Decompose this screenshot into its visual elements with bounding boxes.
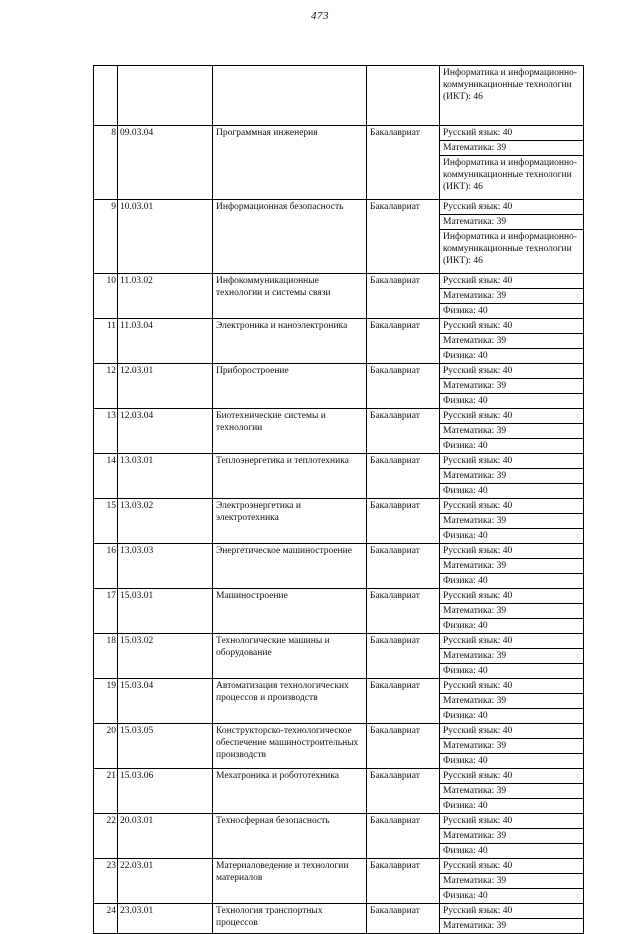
education-level: Бакалавриат <box>367 454 440 499</box>
program-code: 20.03.01 <box>118 814 213 859</box>
exam-subject: Физика: 40 <box>440 348 583 363</box>
education-level: Бакалавриат <box>367 200 440 274</box>
exam-subject: Математика: 39 <box>440 214 583 229</box>
row-number: 23 <box>94 859 118 904</box>
table-row <box>94 126 584 200</box>
education-level: Бакалавриат <box>367 724 440 769</box>
exam-subject: Физика: 40 <box>440 798 583 813</box>
table-row <box>94 454 584 499</box>
exam-subject: Физика: 40 <box>440 303 583 318</box>
exam-subject: Русский язык: 40 <box>443 636 513 646</box>
program-name: Информационная безопасность <box>213 200 367 274</box>
program-name: Теплоэнергетика и теплотехника <box>213 454 367 499</box>
exam-subject: Математика: 39 <box>440 140 583 155</box>
program-code: 10.03.01 <box>118 200 213 274</box>
row-number: 21 <box>94 769 118 814</box>
exam-subject: Русский язык: 40 <box>443 816 513 826</box>
program-code: 15.03.05 <box>118 724 213 769</box>
exam-subject: Физика: 40 <box>440 393 583 408</box>
exam-subject: Физика: 40 <box>440 663 583 678</box>
page-number: 473 <box>311 10 329 22</box>
program-name: Электроэнергетика и электротехника <box>213 499 367 544</box>
program-name: Приборостроение <box>213 364 367 409</box>
exam-subject: Физика: 40 <box>440 483 583 498</box>
program-name: Технология транспортных процессов <box>213 904 367 934</box>
exam-subject: Русский язык: 40 <box>443 771 513 781</box>
program-code: 23.03.01 <box>118 904 213 934</box>
exam-requirements <box>440 814 584 859</box>
exam-subject: Русский язык: 40 <box>443 276 513 286</box>
program-name <box>213 66 367 126</box>
program-name: Электроника и наноэлектроника <box>213 319 367 364</box>
admission-table <box>93 65 584 934</box>
exam-subject: Физика: 40 <box>440 753 583 768</box>
exam-subject: Математика: 39 <box>440 468 583 483</box>
exam-subject: Физика: 40 <box>440 888 583 903</box>
program-code: 11.03.02 <box>118 274 213 319</box>
education-level: Бакалавриат <box>367 126 440 200</box>
exam-subject: Математика: 39 <box>440 603 583 618</box>
program-code: 13.03.01 <box>118 454 213 499</box>
education-level <box>367 66 440 126</box>
table-row <box>94 409 584 454</box>
exam-subject: Физика: 40 <box>440 573 583 588</box>
exam-requirements <box>440 859 584 904</box>
row-number: 11 <box>94 319 118 364</box>
exam-subject: Математика: 39 <box>440 558 583 573</box>
table-row <box>94 859 584 904</box>
table-row <box>94 589 584 634</box>
education-level: Бакалавриат <box>367 589 440 634</box>
program-code: 12.03.04 <box>118 409 213 454</box>
table-row <box>94 544 584 589</box>
exam-subject: Русский язык: 40 <box>443 906 513 916</box>
program-name: Техносферная безопасность <box>213 814 367 859</box>
table-row <box>94 769 584 814</box>
table-row <box>94 904 584 934</box>
table-row <box>94 364 584 409</box>
exam-requirements <box>440 274 584 319</box>
education-level: Бакалавриат <box>367 814 440 859</box>
row-number <box>94 66 118 126</box>
program-name: Материаловедение и технологии материалов <box>213 859 367 904</box>
exam-subject: Русский язык: 40 <box>443 321 513 331</box>
exam-subject: Математика: 39 <box>440 693 583 708</box>
exam-subject: Математика: 39 <box>440 513 583 528</box>
row-number: 14 <box>94 454 118 499</box>
exam-subject: Математика: 39 <box>440 828 583 843</box>
program-code <box>118 66 213 126</box>
table-row <box>94 319 584 364</box>
exam-requirements <box>440 904 584 934</box>
program-code: 13.03.03 <box>118 544 213 589</box>
row-number: 20 <box>94 724 118 769</box>
exam-requirements <box>440 454 584 499</box>
exam-subject: Физика: 40 <box>440 438 583 453</box>
education-level: Бакалавриат <box>367 904 440 934</box>
education-level: Бакалавриат <box>367 634 440 679</box>
exam-subject: Информатика и информационно-коммуникационные технологии (ИКТ): 46 <box>440 155 583 194</box>
exam-subject: Физика: 40 <box>440 618 583 633</box>
exam-requirements <box>440 589 584 634</box>
program-code: 12.03.01 <box>118 364 213 409</box>
exam-subject: Русский язык: 40 <box>443 411 513 421</box>
exam-requirements <box>440 409 584 454</box>
exam-subject: Русский язык: 40 <box>443 681 513 691</box>
table-row <box>94 66 584 126</box>
row-number: 15 <box>94 499 118 544</box>
exam-subject: Математика: 39 <box>440 378 583 393</box>
program-code: 15.03.04 <box>118 679 213 724</box>
program-code: 09.03.04 <box>118 126 213 200</box>
education-level: Бакалавриат <box>367 544 440 589</box>
exam-subject: Математика: 39 <box>440 873 583 888</box>
education-level: Бакалавриат <box>367 679 440 724</box>
exam-subject: Физика: 40 <box>440 843 583 858</box>
program-name: Машиностроение <box>213 589 367 634</box>
exam-requirements <box>440 200 584 274</box>
exam-subject: Русский язык: 40 <box>443 501 513 511</box>
table-row <box>94 724 584 769</box>
row-number: 13 <box>94 409 118 454</box>
row-number: 24 <box>94 904 118 934</box>
exam-subject: Математика: 39 <box>440 738 583 753</box>
program-name: Биотехнические системы и технологии <box>213 409 367 454</box>
row-number: 18 <box>94 634 118 679</box>
program-code: 15.03.01 <box>118 589 213 634</box>
exam-subject: Русский язык: 40 <box>443 546 513 556</box>
exam-subject: Физика: 40 <box>440 528 583 543</box>
exam-subject: Русский язык: 40 <box>443 366 513 376</box>
table-body <box>94 66 584 934</box>
program-name: Технологические машины и оборудование <box>213 634 367 679</box>
program-code: 13.03.02 <box>118 499 213 544</box>
row-number: 17 <box>94 589 118 634</box>
table-row <box>94 200 584 274</box>
exam-requirements <box>440 679 584 724</box>
education-level: Бакалавриат <box>367 274 440 319</box>
exam-subject: Математика: 39 <box>440 288 583 303</box>
exam-subject: Русский язык: 40 <box>443 726 513 736</box>
education-level: Бакалавриат <box>367 319 440 364</box>
row-number: 19 <box>94 679 118 724</box>
exam-requirements <box>440 499 584 544</box>
table-row <box>94 274 584 319</box>
exam-requirements <box>440 769 584 814</box>
exam-subject: Математика: 39 <box>440 918 583 933</box>
program-name: Автоматизация технологических процессов и производств <box>213 679 367 724</box>
program-code: 22.03.01 <box>118 859 213 904</box>
program-name: Инфокоммуникационные технологии и системы связи <box>213 274 367 319</box>
exam-subject: Русский язык: 40 <box>443 456 513 466</box>
exam-requirements <box>440 544 584 589</box>
row-number: 12 <box>94 364 118 409</box>
exam-subject: Математика: 39 <box>440 333 583 348</box>
education-level: Бакалавриат <box>367 859 440 904</box>
table-row <box>94 814 584 859</box>
exam-requirements <box>440 724 584 769</box>
exam-subject: Информатика и информационно-коммуникационные технологии (ИКТ): 46 <box>443 68 577 102</box>
table-row <box>94 679 584 724</box>
exam-requirements <box>440 126 584 200</box>
row-number: 16 <box>94 544 118 589</box>
education-level: Бакалавриат <box>367 769 440 814</box>
exam-subject: Математика: 39 <box>440 423 583 438</box>
exam-subject: Русский язык: 40 <box>443 861 513 871</box>
program-name: Мехатроника и робототехника <box>213 769 367 814</box>
exam-requirements <box>440 364 584 409</box>
exam-subject: Русский язык: 40 <box>443 591 513 601</box>
exam-requirements <box>440 319 584 364</box>
education-level: Бакалавриат <box>367 409 440 454</box>
education-level: Бакалавриат <box>367 499 440 544</box>
program-name: Программная инженерия <box>213 126 367 200</box>
exam-subject: Математика: 39 <box>440 783 583 798</box>
education-level: Бакалавриат <box>367 364 440 409</box>
table-row <box>94 634 584 679</box>
table-row <box>94 499 584 544</box>
program-code: 11.03.04 <box>118 319 213 364</box>
program-code: 15.03.02 <box>118 634 213 679</box>
row-number: 22 <box>94 814 118 859</box>
exam-subject: Русский язык: 40 <box>443 128 513 138</box>
exam-subject: Математика: 39 <box>440 648 583 663</box>
exam-requirements <box>440 634 584 679</box>
row-number: 8 <box>94 126 118 200</box>
program-name: Конструкторско-технологическое обеспечение машиностроительных производств <box>213 724 367 769</box>
row-number: 10 <box>94 274 118 319</box>
exam-subject: Русский язык: 40 <box>443 202 513 212</box>
program-name: Энергетическое машиностроение <box>213 544 367 589</box>
row-number: 9 <box>94 200 118 274</box>
exam-subject: Физика: 40 <box>440 708 583 723</box>
exam-subject: Информатика и информационно-коммуникационные технологии (ИКТ): 46 <box>440 229 583 268</box>
exam-requirements <box>440 66 584 126</box>
program-code: 15.03.06 <box>118 769 213 814</box>
